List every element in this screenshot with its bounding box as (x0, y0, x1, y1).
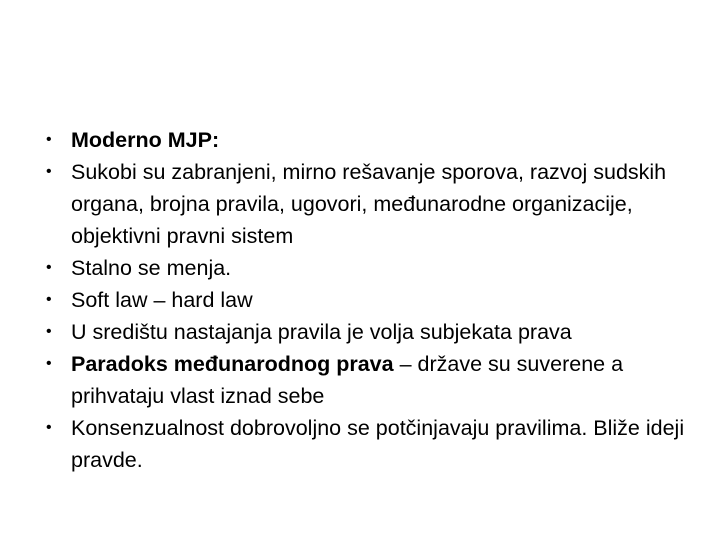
bullet-text: Konsenzualnost dobrovoljno se potčinjavaju pravilima. Bliže ideji pravde. (71, 416, 685, 472)
bullet-list (46, 124, 686, 476)
bullet-icon: • (46, 259, 52, 276)
bullet-text: Stalno se menja. (71, 256, 232, 280)
bullet-text: Sukobi su zabranjeni, mirno rešavanje sporova, razvoj sudskih organa, brojna pravila, ugovori, međunarodne organizacije, objektivni pravni sistem (71, 160, 667, 248)
bullet-text: – države su suverene a prihvataju vlast iznad sebe (71, 352, 624, 408)
bullet-bold-text: Paradoks međunarodnog prava (71, 352, 394, 376)
list-item (46, 412, 686, 476)
bullet-text: Soft law – hard law (71, 288, 253, 312)
bullet-icon: • (46, 323, 52, 340)
bullet-icon: • (46, 131, 52, 148)
list-item (46, 124, 686, 156)
bullet-icon: • (46, 355, 52, 372)
list-item (46, 348, 686, 412)
bullet-icon: • (46, 419, 52, 436)
list-item (46, 316, 686, 348)
bullet-icon: • (46, 291, 52, 308)
bullet-text: U središtu nastajanja pravila je volja subjekata prava (71, 320, 572, 344)
list-item (46, 284, 686, 316)
list-item (46, 156, 686, 252)
bullet-bold-text: Moderno MJP: (71, 128, 220, 152)
list-item (46, 252, 686, 284)
bullet-icon: • (46, 163, 52, 180)
